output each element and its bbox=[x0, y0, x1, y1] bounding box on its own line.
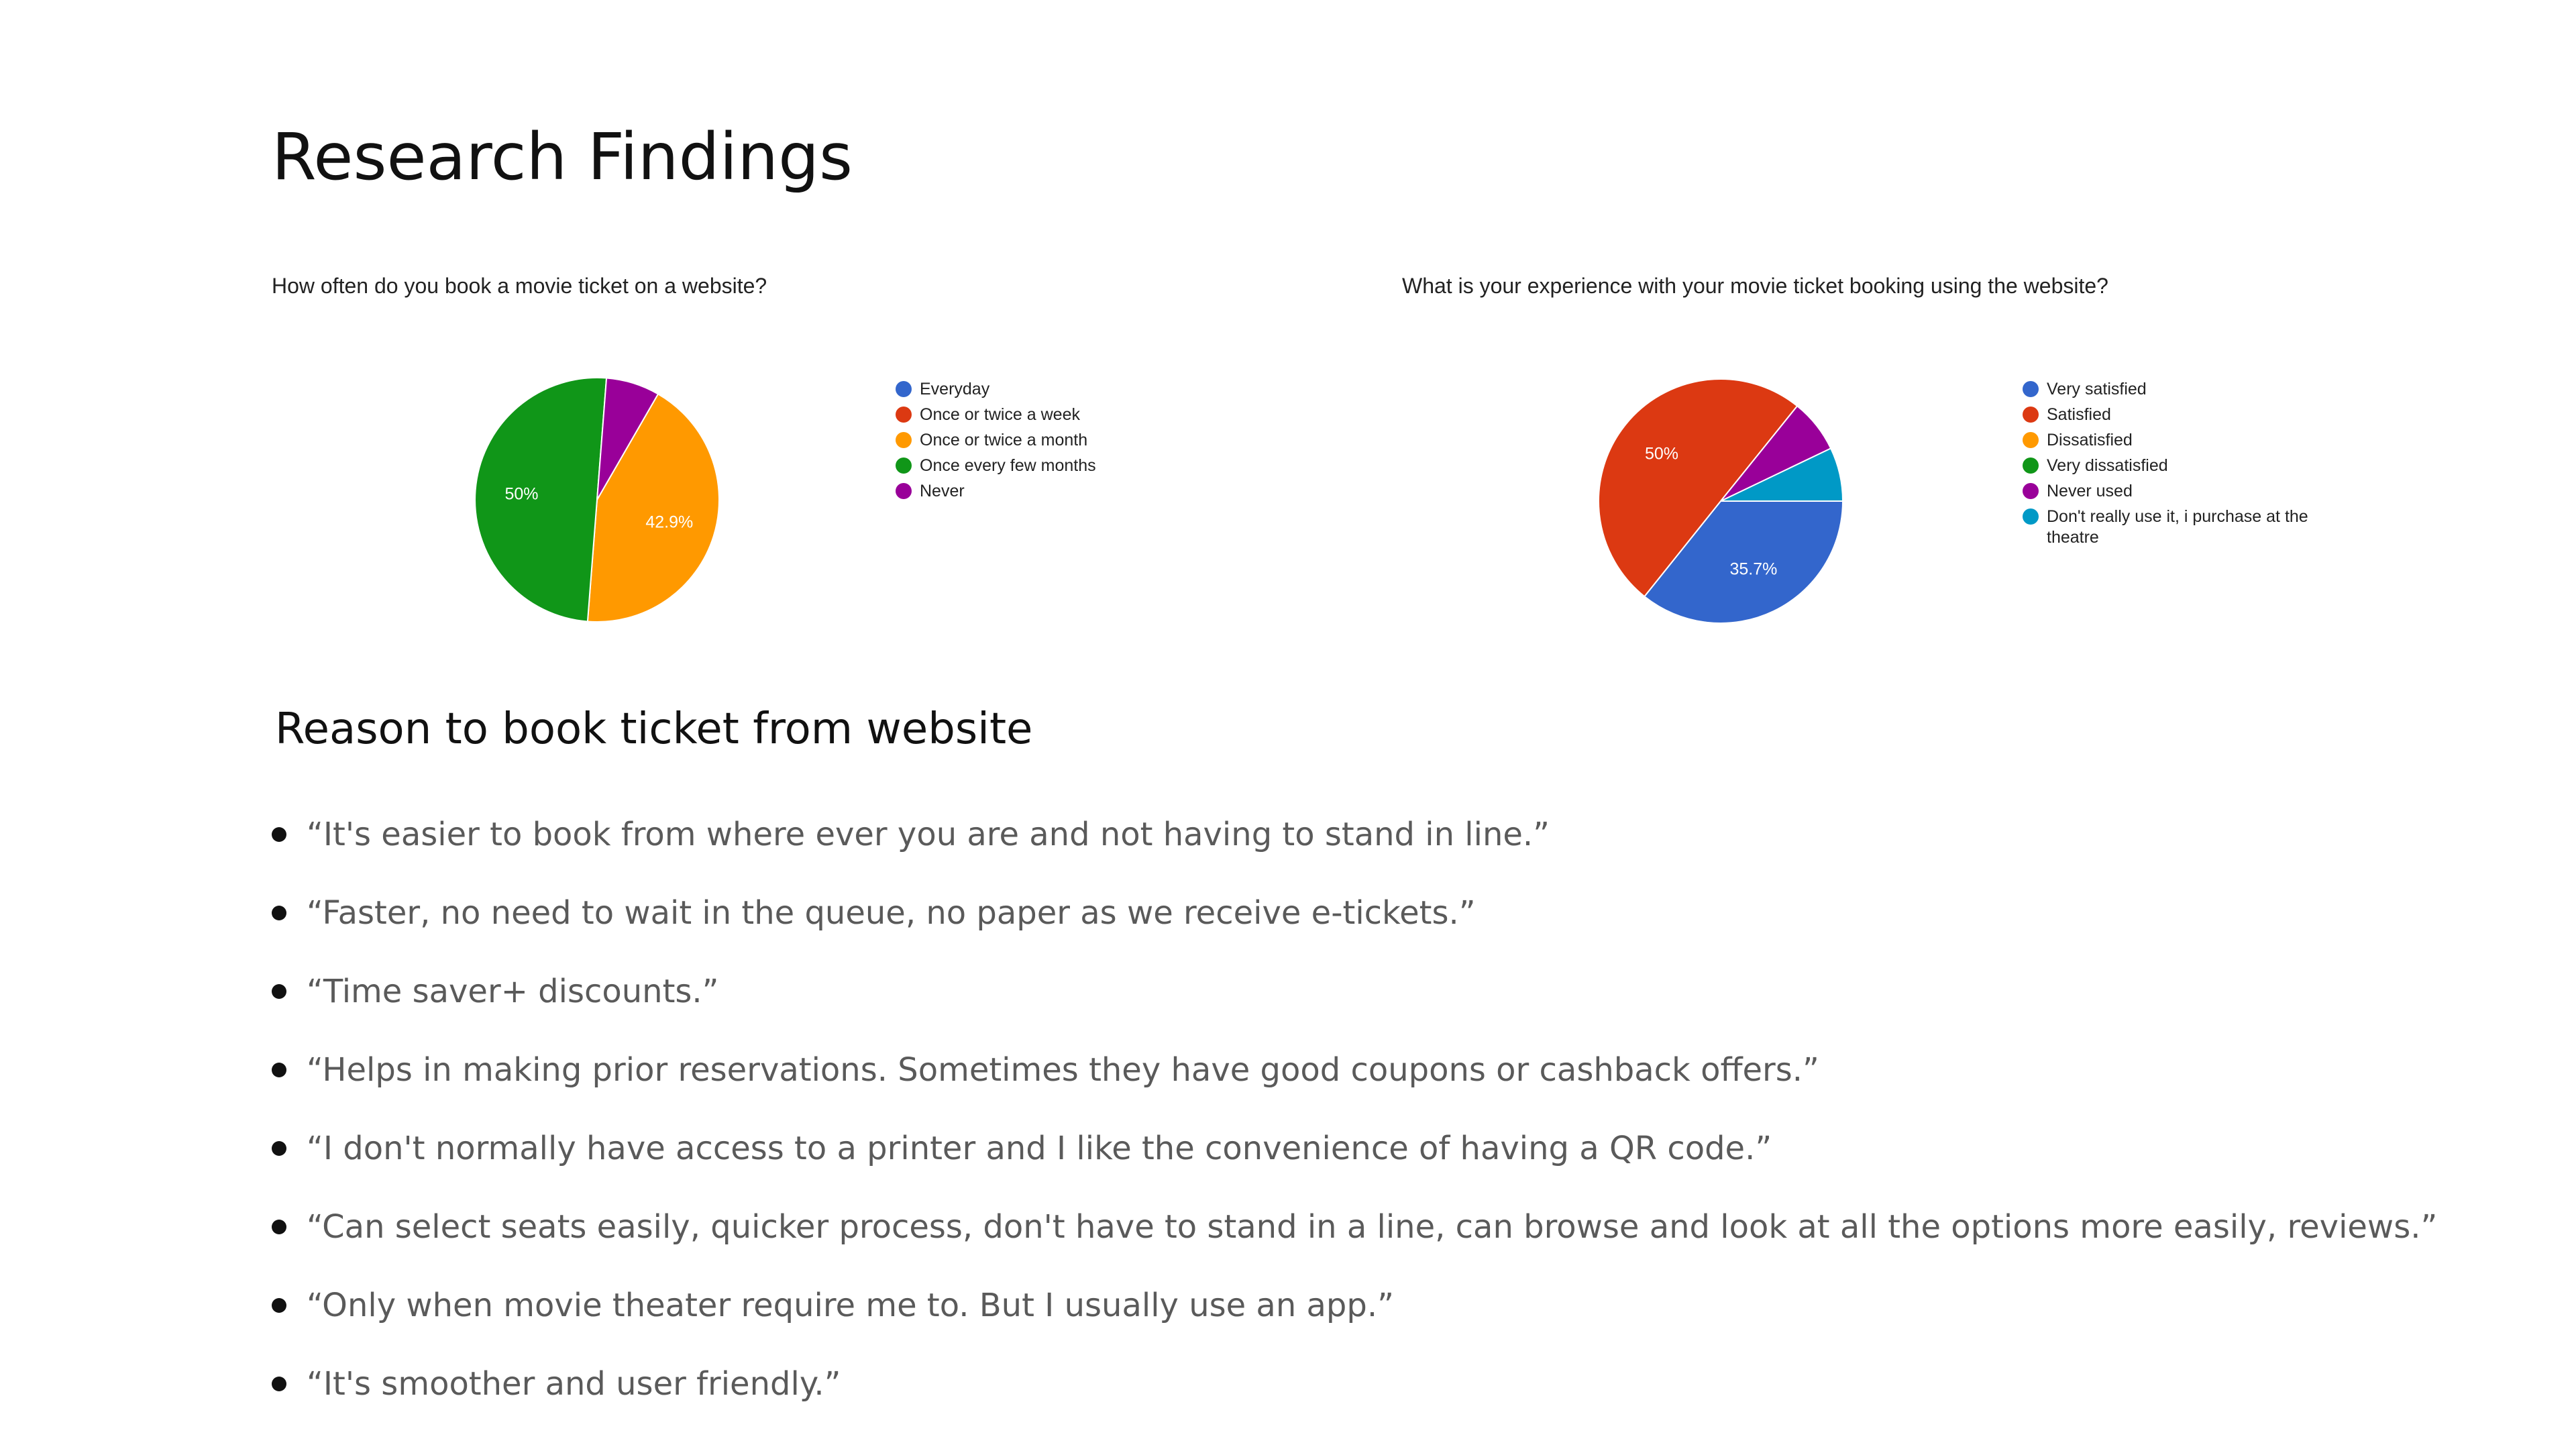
bullet-icon bbox=[272, 827, 286, 842]
quote-text: “It's easier to book from where ever you are and not having to stand in line.” bbox=[307, 815, 1550, 853]
chart-legend bbox=[2023, 379, 2338, 555]
slice-label: 50% bbox=[504, 484, 539, 504]
page-title: Research Findings bbox=[272, 119, 853, 195]
quote-text: “Only when movie theater require me to. But I usually use an app.” bbox=[307, 1286, 1394, 1324]
slice-label: 50% bbox=[1644, 444, 1679, 464]
list-item bbox=[272, 1266, 2437, 1344]
chart-frequency bbox=[268, 262, 1342, 678]
legend-item bbox=[2023, 379, 2338, 405]
legend-label: Everyday bbox=[920, 380, 990, 398]
legend-item bbox=[896, 430, 1271, 455]
legend-swatch-icon bbox=[896, 432, 912, 448]
bullet-icon bbox=[272, 1141, 286, 1156]
list-item bbox=[272, 952, 2437, 1030]
bullet-icon bbox=[272, 1377, 286, 1391]
legend-item bbox=[2023, 481, 2338, 506]
chart-title: How often do you book a movie ticket on a website? bbox=[272, 274, 767, 298]
legend-swatch-icon bbox=[2023, 407, 2039, 423]
quote-text: “It's smoother and user friendly.” bbox=[307, 1364, 841, 1403]
legend-label: Don't really use it, i purchase at the theatre bbox=[2047, 507, 2308, 547]
legend-label: Very dissatisfied bbox=[2047, 456, 2168, 475]
legend-item bbox=[896, 481, 1271, 506]
list-item bbox=[272, 795, 2437, 873]
list-item bbox=[272, 1109, 2437, 1187]
quote-text: “I don't normally have access to a printer and I like the convenience of having a QR code.” bbox=[307, 1129, 1772, 1167]
legend-item bbox=[896, 455, 1271, 481]
legend-swatch-icon bbox=[2023, 432, 2039, 448]
quote-text: “Faster, no need to wait in the queue, no paper as we receive e-tickets.” bbox=[307, 894, 1476, 932]
legend-swatch-icon bbox=[2023, 483, 2039, 499]
bullet-icon bbox=[272, 984, 286, 999]
quote-text: “Can select seats easily, quicker process, don't have to stand in a line, can browse and look at all the options more easily, reviews.” bbox=[307, 1208, 2438, 1246]
slice-label: 42.9% bbox=[645, 513, 694, 532]
chart-title: What is your experience with your movie ticket booking using the website? bbox=[1402, 274, 2108, 298]
pie-slice bbox=[475, 378, 606, 621]
quote-text: “Helps in making prior reservations. Sometimes they have good coupons or cashback offers.” bbox=[307, 1051, 1819, 1089]
bullet-icon bbox=[272, 906, 286, 920]
legend-label: Once every few months bbox=[920, 456, 1096, 475]
list-item bbox=[272, 1030, 2437, 1109]
legend-item bbox=[2023, 455, 2338, 481]
quote-list bbox=[272, 795, 2437, 1423]
bullet-icon bbox=[272, 1220, 286, 1234]
legend-swatch-icon bbox=[2023, 381, 2039, 397]
legend-label: Satisfied bbox=[2047, 405, 2111, 424]
legend-item bbox=[896, 379, 1271, 405]
legend-label: Dissatisfied bbox=[2047, 431, 2133, 449]
section-heading: Reason to book ticket from website bbox=[275, 704, 1033, 754]
legend-item bbox=[896, 405, 1271, 430]
list-item bbox=[272, 1187, 2437, 1266]
legend-swatch-icon bbox=[896, 458, 912, 474]
legend-item bbox=[2023, 430, 2338, 455]
legend-label: Very satisfied bbox=[2047, 380, 2147, 398]
legend-swatch-icon bbox=[2023, 458, 2039, 474]
legend-label: Never used bbox=[2047, 482, 2133, 500]
legend-swatch-icon bbox=[2023, 508, 2039, 525]
legend-item bbox=[2023, 506, 2338, 555]
legend-swatch-icon bbox=[896, 407, 912, 423]
legend-item bbox=[2023, 405, 2338, 430]
list-item bbox=[272, 1344, 2437, 1423]
list-item bbox=[272, 873, 2437, 952]
bullet-icon bbox=[272, 1298, 286, 1313]
chart-legend bbox=[896, 379, 1271, 506]
slice-label: 35.7% bbox=[1729, 559, 1778, 579]
legend-label: Once or twice a week bbox=[920, 405, 1080, 424]
quote-text: “Time saver+ discounts.” bbox=[307, 972, 719, 1010]
legend-label: Once or twice a month bbox=[920, 431, 1088, 449]
bullet-icon bbox=[272, 1063, 286, 1077]
legend-swatch-icon bbox=[896, 381, 912, 397]
legend-swatch-icon bbox=[896, 483, 912, 499]
legend-label: Never bbox=[920, 482, 965, 500]
chart-experience bbox=[1399, 262, 2435, 678]
